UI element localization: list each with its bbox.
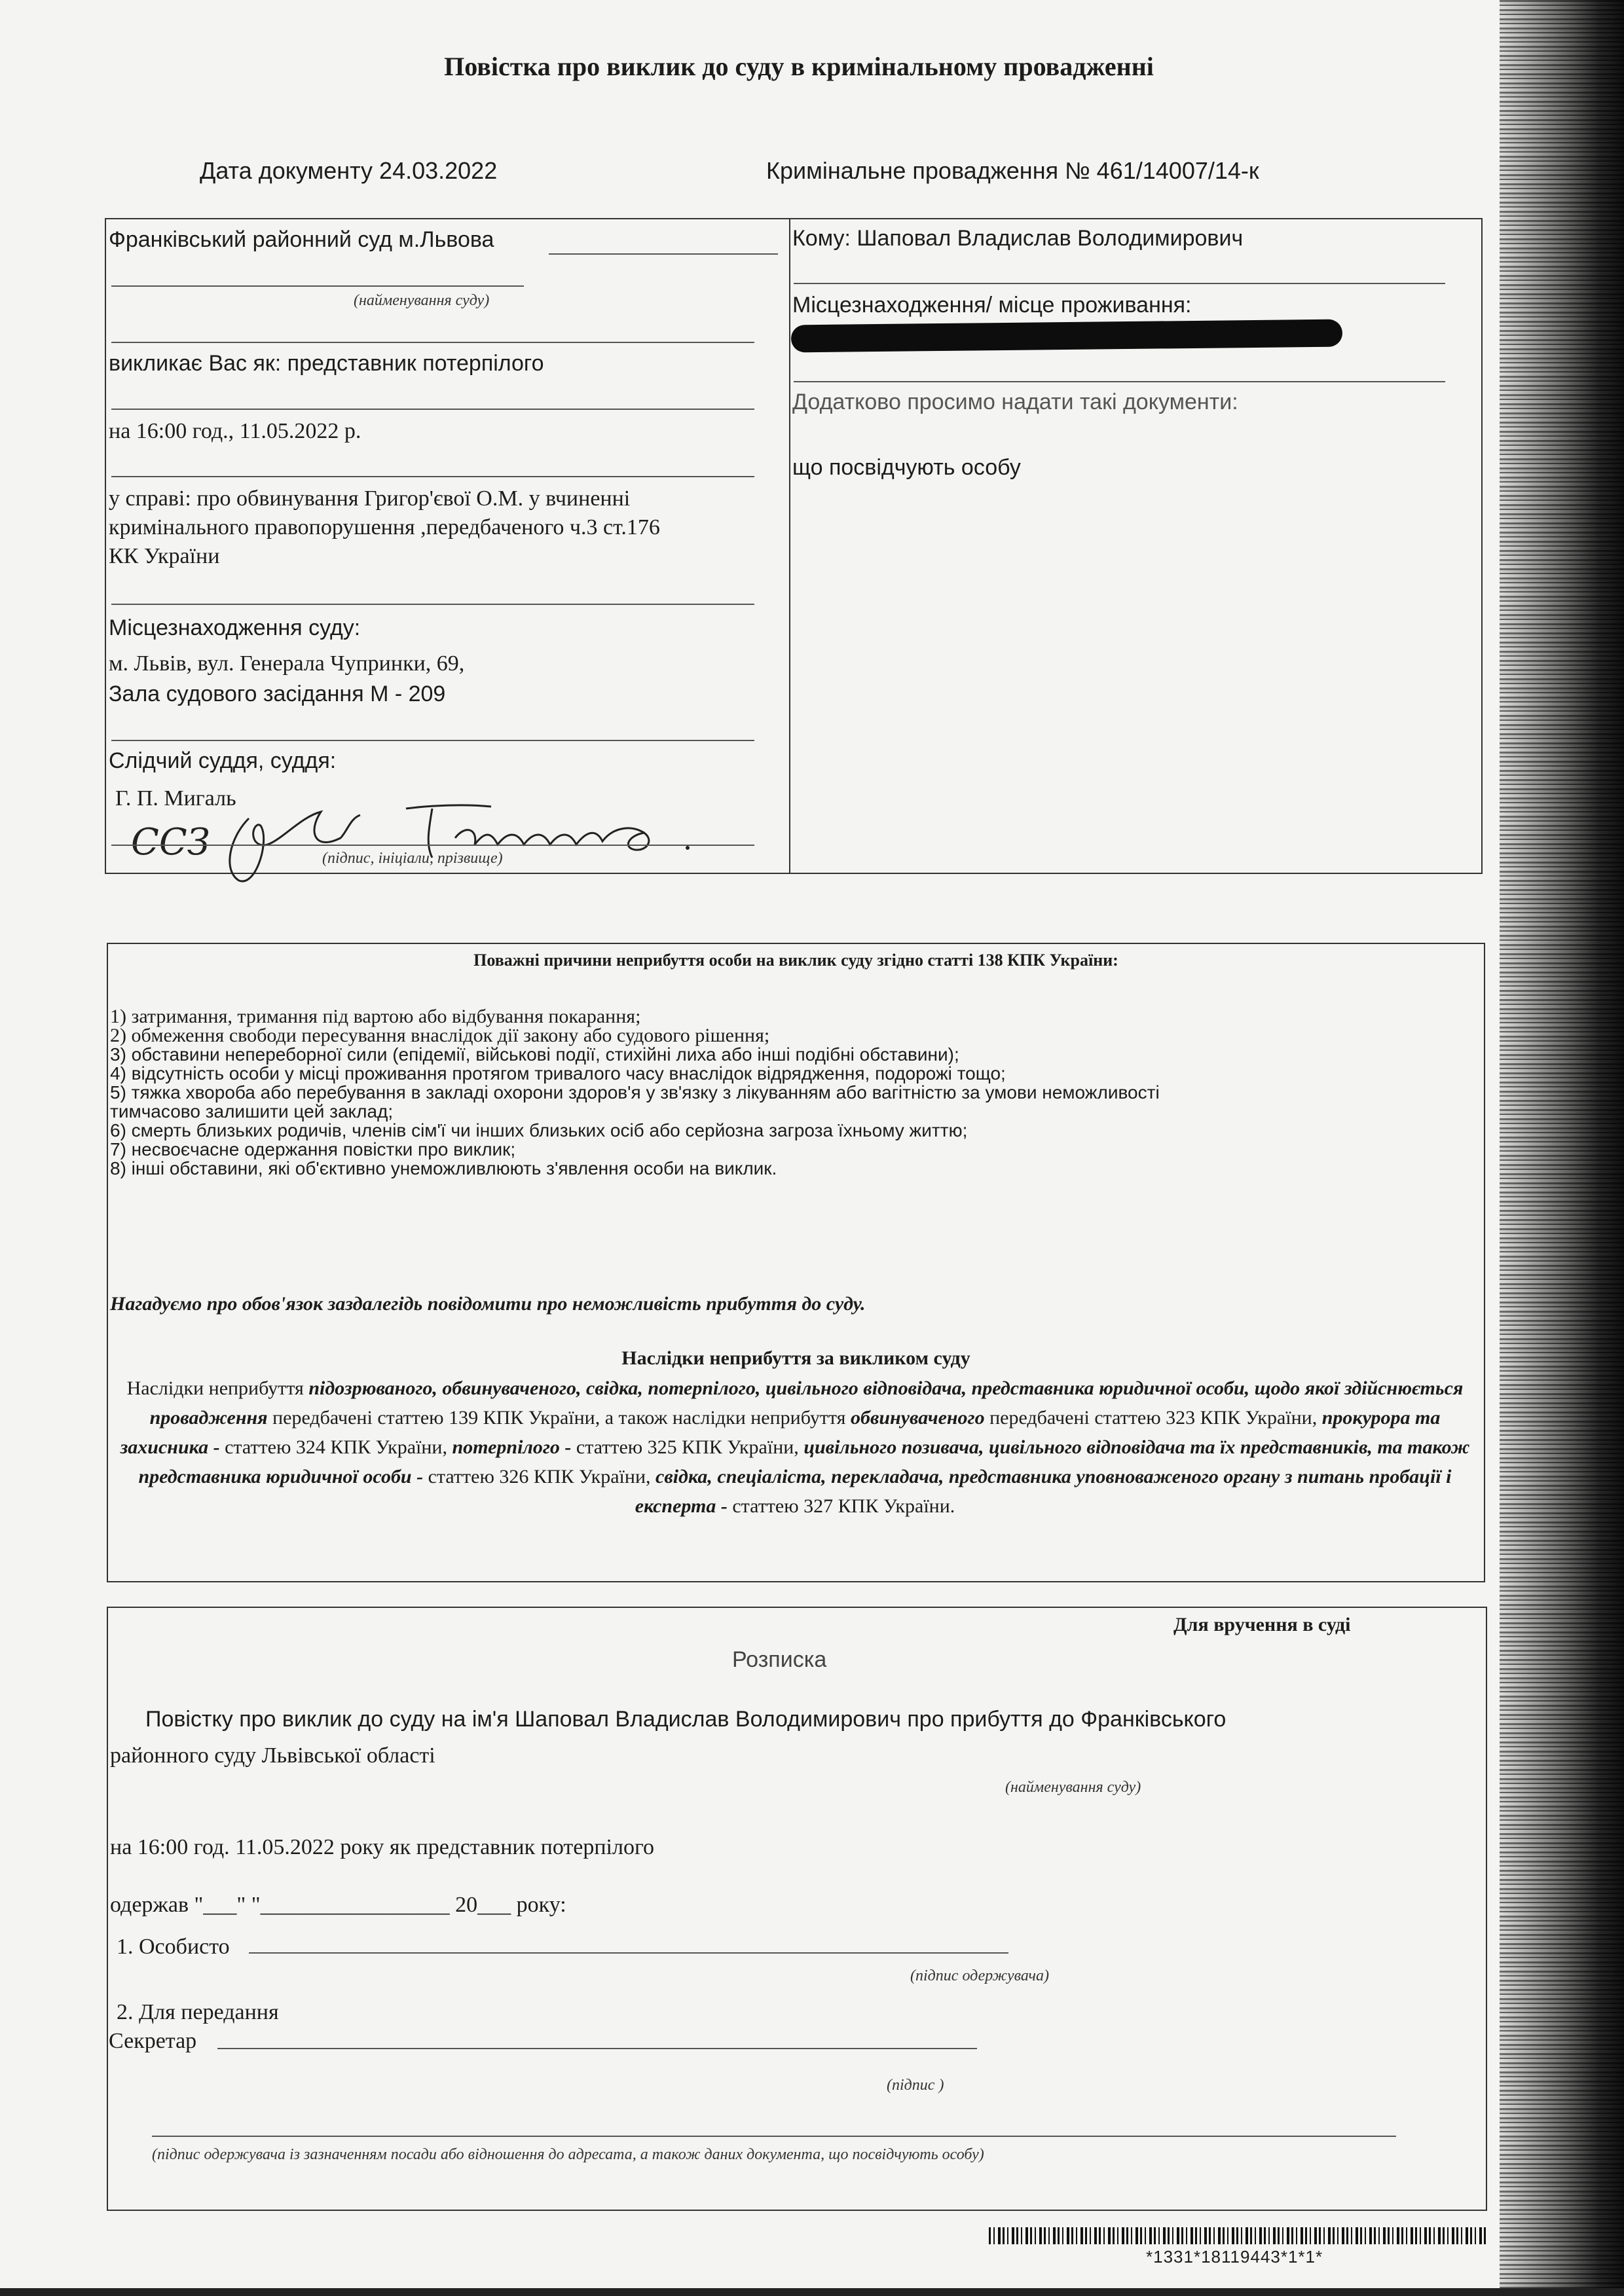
reminder-text: Нагадуємо про обов'язок заздалегідь повідомити про неможливість прибуття до суду. xyxy=(110,1293,866,1315)
document-date: Дата документу 24.03.2022 xyxy=(200,157,498,184)
consequences-part: потерпілого - xyxy=(452,1436,572,1458)
divider-line xyxy=(111,476,754,477)
receipt-time: на 16:00 год. 11.05.2022 року як представник потерпілого xyxy=(110,1835,655,1859)
footer-caption: (підпис одержувача із зазначенням посади або відношення до адресата, а також даних документа, що посвідчують особу) xyxy=(152,2146,984,2163)
barcode-number: *1331*18119443*1*1* xyxy=(1146,2247,1323,2267)
reasons-title: Поважні причини неприбуття особи на виклик суду згідно статті 138 КПК України: xyxy=(473,951,1118,970)
case-number: Кримінальне провадження № 461/14007/14-к xyxy=(766,157,1259,184)
reason-item: 1) затримання, тримання під вартою або відбування покарання; xyxy=(110,1006,641,1027)
divider-line xyxy=(111,740,754,741)
recipient: Кому: Шаповал Владислав Володимирович xyxy=(792,226,1244,251)
court-address: м. Львів, вул. Генерала Чупринки, 69, xyxy=(109,651,465,676)
reason-item: тимчасово залишити цей заклад; xyxy=(110,1101,394,1121)
secretary-caption: (підпис ) xyxy=(887,2077,944,2094)
reason-item: 5) тяжка хвороба або перебування в закладі охорони здоров'я у зв'язку з лікуванням або вагітністю за умови неможливості xyxy=(110,1082,1160,1102)
reason-item: 7) несвоєчасне одержання повістки про виклик; xyxy=(110,1139,516,1159)
received-date-line: одержав "___" "_________________ 20___ року: xyxy=(110,1893,566,1917)
consequences-part: прокурора та захисника - xyxy=(120,1407,1441,1458)
secretary-label: Секретар xyxy=(109,2029,197,2053)
personal-caption: (підпис одержувача) xyxy=(910,1967,1049,1984)
consequences-part: статтею 327 КПК України. xyxy=(727,1495,955,1517)
consequences-part: Наслідки неприбуття xyxy=(126,1377,309,1399)
documents-value: що посвідчують особу xyxy=(792,455,1021,480)
document-title: Повістка про виклик до суду в кримінальному провадженні xyxy=(444,52,1154,81)
svg-text:ССЗ: ССЗ xyxy=(131,821,210,864)
column-divider xyxy=(789,218,790,874)
judge-signature xyxy=(124,792,727,890)
consequences-part: передбачені статтею 323 КПК України, xyxy=(984,1407,1322,1429)
receipt-court-caption: (найменування суду) xyxy=(1005,1779,1141,1796)
divider-line xyxy=(111,409,754,410)
judge-label: Слідчий суддя, суддя: xyxy=(109,748,337,773)
court-underline xyxy=(549,253,778,255)
court-caption: (найменування суду) xyxy=(354,292,490,309)
divider-line xyxy=(794,283,1445,284)
consequences-part: статтею 325 КПК України, xyxy=(571,1436,804,1458)
consequences-part: статтею 326 КПК України, xyxy=(423,1466,655,1487)
consequences-part: статтею 324 КПК України, xyxy=(219,1436,452,1458)
court-location-label: Місцезнаходження суду: xyxy=(109,615,361,640)
hearing-time: на 16:00 год., 11.05.2022 р. xyxy=(109,419,361,443)
court-name: Франківський районний суд м.Львова xyxy=(109,227,494,252)
transfer-label: 2. Для передання xyxy=(117,2000,279,2024)
consequences-part: передбачені статтею 139 КПК України, а також наслідки неприбуття xyxy=(267,1407,851,1429)
receipt-title: Розписка xyxy=(732,1647,827,1672)
court-line-2 xyxy=(111,285,524,287)
summons-role: викликає Вас як: представник потерпілого xyxy=(109,351,544,376)
divider-line xyxy=(111,342,754,343)
documents-label: Додатково просимо надати такі документи: xyxy=(792,390,1238,414)
consequences-part: цивільного позивача, цивільного відповідача та їх представників, та також представника юридичної особи - xyxy=(138,1436,1470,1487)
receipt-line-2: районного суду Львівської області xyxy=(110,1743,435,1768)
personal-signature-line xyxy=(249,1952,1008,1954)
receipt-line-1: Повістку про виклик до суду на ім'я Шаповал Владислав Володимирович про прибуття до Франківського xyxy=(145,1707,1227,1732)
secretary-signature-line xyxy=(217,2048,977,2049)
footer-line xyxy=(152,2136,1396,2137)
consequences-title: Наслідки неприбуття за викликом суду xyxy=(621,1347,970,1369)
consequences-part: обвинуваченого xyxy=(850,1407,985,1429)
residence-label: Місцезнаходження/ місце проживання: xyxy=(792,293,1192,318)
divider-line xyxy=(794,381,1445,382)
divider-line xyxy=(111,604,754,605)
reason-item: 6) смерть близьких родичів, членів сім'ї чи інших близьких осіб або серйозна загроза їхньому життю; xyxy=(110,1120,968,1140)
scan-edge-shadow xyxy=(1500,0,1624,2296)
personal-label: 1. Особисто xyxy=(117,1935,230,1959)
reason-item: 2) обмеження свободи пересування внаслідок дії закону або судового рішення; xyxy=(110,1025,770,1046)
reason-item: 8) інші обставини, які об'єктивно унеможливлюють з'явлення особи на виклик. xyxy=(110,1158,777,1178)
for-court-label: Для вручення в суді xyxy=(1173,1614,1351,1635)
consequences-part: підозрюваного, обвинуваченого, свідка, потерпілого, цивільного відповідача, представника юридичної особи, щодо якої здійснюється провадження xyxy=(149,1377,1464,1429)
courtroom: Зала судового засідання М - 209 xyxy=(109,682,446,706)
scan-bottom-edge xyxy=(0,2288,1624,2296)
judge-name: Г. П. Мигаль xyxy=(115,786,236,811)
redacted-address xyxy=(791,319,1342,353)
consequences-part: свідка, спеціаліста, перекладача, представника уповноваженого органу з питань пробації і експерта - xyxy=(635,1466,1452,1517)
reason-item: 3) обставини непереборної сили (епідемії, військові події, стихійні лиха або інші подібні обставини); xyxy=(110,1044,959,1065)
case-desc-3: КК України xyxy=(109,544,220,568)
barcode xyxy=(989,2227,1486,2244)
consequences-text xyxy=(110,1374,1480,1521)
reason-item: 4) відсутність особи у місці проживання протягом тривалого часу внаслідок відрядження, подорожі тощо; xyxy=(110,1063,1006,1084)
reasons-list xyxy=(110,1007,1479,1178)
signature-line xyxy=(111,845,754,846)
signature-caption: (підпис, ініціали, прізвище) xyxy=(322,850,503,867)
case-desc-1: у справі: про обвинування Григор'євої О.М. у вчиненні xyxy=(109,486,631,511)
case-desc-2: кримінального правопорушення ,передбаченого ч.3 ст.176 xyxy=(109,515,660,539)
